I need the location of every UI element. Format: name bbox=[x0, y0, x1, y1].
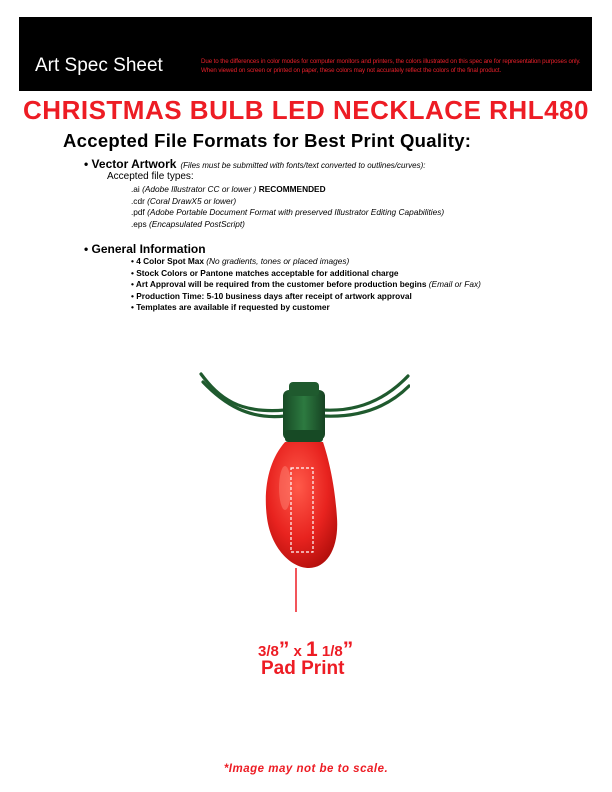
info-text: • Art Approval will be required from the customer before production begins bbox=[131, 279, 427, 290]
christmas-bulb-illustration bbox=[199, 368, 410, 612]
list-item bbox=[131, 207, 444, 219]
list-item bbox=[131, 268, 481, 280]
bulb-icon bbox=[266, 442, 337, 568]
vector-artwork-section-title: • Vector Artwork (Files must be submitted with fonts/text converted to outlines/curves): bbox=[84, 157, 426, 171]
bulb-cap-icon bbox=[283, 382, 325, 442]
list-item bbox=[131, 302, 481, 314]
list-item bbox=[131, 256, 481, 268]
file-desc: (Adobe Illustrator CC or lower ) bbox=[142, 184, 257, 194]
inch-mark: ” bbox=[278, 638, 290, 661]
product-title: CHRISTMAS BULB LED NECKLACE RHL480 bbox=[23, 95, 589, 125]
vector-artwork-note: (Files must be submitted with fonts/text converted to outlines/curves): bbox=[180, 161, 426, 170]
info-text: • Production Time: 5-10 business days after receipt of artwork approval bbox=[131, 290, 412, 301]
general-info-title: General Information bbox=[91, 242, 206, 256]
general-info-section-title: • General Information bbox=[84, 242, 206, 256]
list-item bbox=[131, 184, 444, 196]
vector-artwork-title: Vector Artwork bbox=[91, 157, 177, 171]
file-ext: .eps bbox=[131, 218, 147, 229]
file-desc: (Coral DrawX5 or lower) bbox=[147, 195, 237, 206]
info-text: • 4 Color Spot Max bbox=[131, 256, 204, 266]
header-bar bbox=[19, 17, 592, 91]
list-item bbox=[131, 196, 444, 208]
file-ext: .cdr bbox=[131, 195, 145, 206]
file-desc: (Encapsulated PostScript) bbox=[149, 218, 245, 229]
file-type-list bbox=[131, 184, 444, 230]
info-note: (No gradients, tones or placed images) bbox=[206, 256, 350, 266]
imprint-method: Pad Print bbox=[261, 658, 345, 679]
header-title: Art Spec Sheet bbox=[35, 55, 163, 76]
inch-mark: ” bbox=[342, 638, 354, 661]
by-sign: x bbox=[289, 643, 307, 660]
file-recommendation: RECOMMENDED bbox=[258, 184, 326, 194]
list-item bbox=[131, 279, 481, 291]
info-text: • Templates are available if requested by customer bbox=[131, 302, 330, 313]
file-ext: .pdf bbox=[131, 207, 145, 218]
info-text: • Stock Colors or Pantone matches acceptable for additional charge bbox=[131, 267, 399, 278]
scale-note: *Image may not be to scale. bbox=[223, 763, 389, 775]
file-desc: (Adobe Portable Document Format with preserved Illustrator Editing Capabilities) bbox=[147, 207, 445, 218]
file-ext: .ai bbox=[131, 184, 140, 194]
list-item bbox=[131, 291, 481, 303]
list-item bbox=[131, 219, 444, 231]
imprint-width: 3/8 bbox=[258, 643, 279, 660]
info-note: (Email or Fax) bbox=[428, 279, 481, 290]
imprint-height-whole: 1 bbox=[306, 638, 318, 661]
color-disclaimer: Due to the differences in color modes for computer monitors and printers, the colors illustrated on this spec are for representation purposes only. When viewed on screen or printed on paper, these colors may not accurately reflect the colors of the final product. bbox=[201, 58, 581, 74]
formats-heading: Accepted File Formats for Best Print Quality: bbox=[63, 130, 472, 151]
imprint-height-fraction: 1/8 bbox=[317, 643, 343, 660]
general-info-list bbox=[131, 256, 481, 314]
accepted-file-types-label: Accepted file types: bbox=[107, 171, 194, 182]
